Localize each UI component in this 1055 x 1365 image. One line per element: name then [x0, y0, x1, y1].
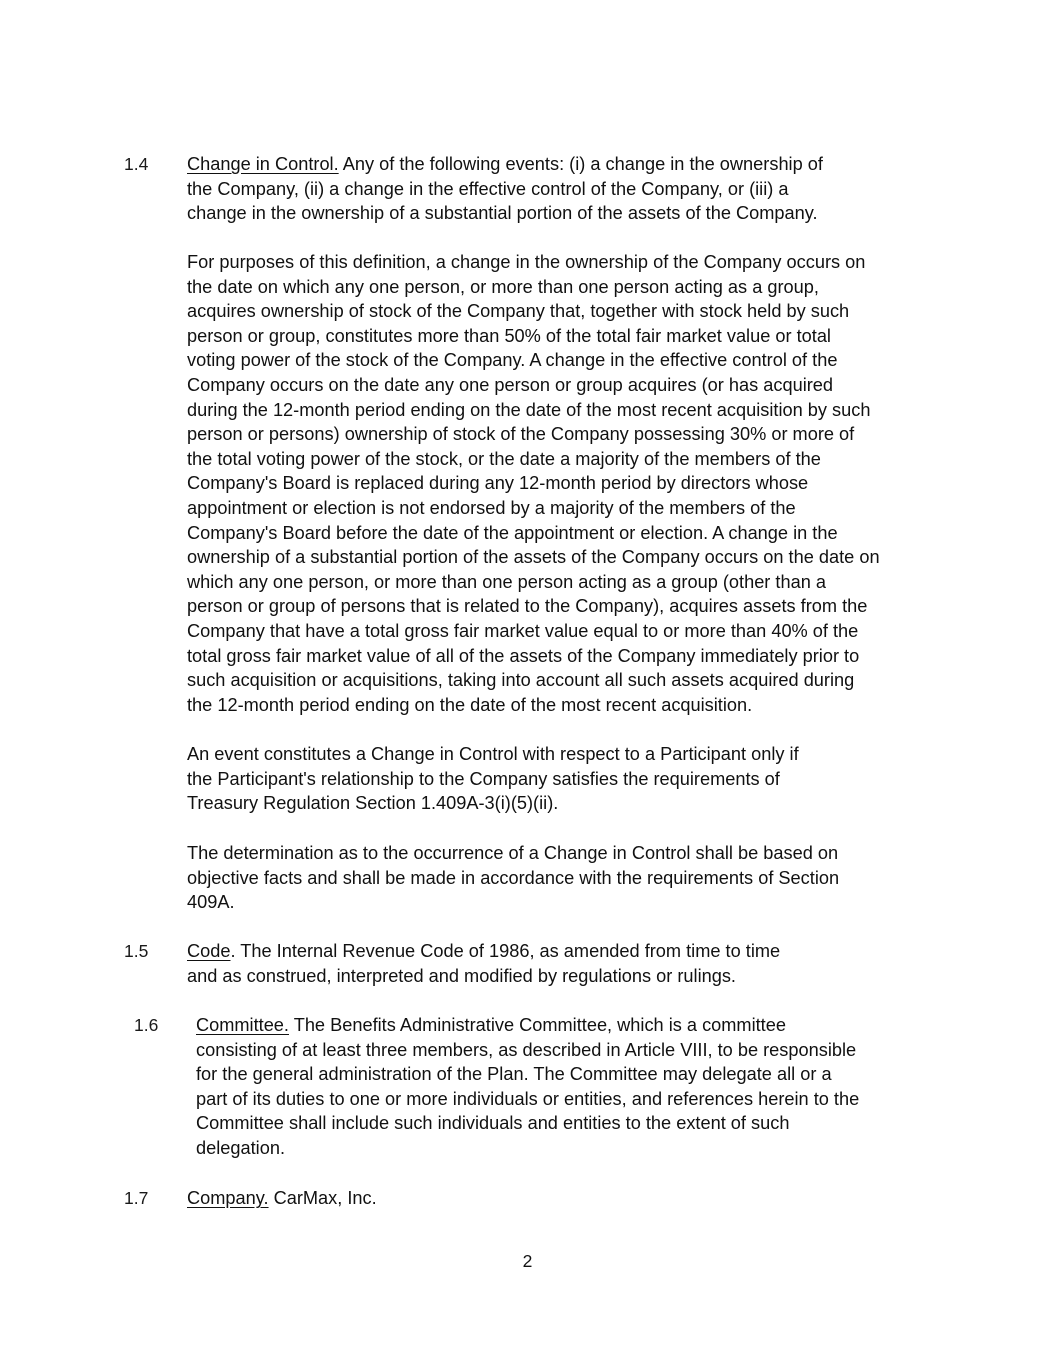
paragraph-line: ownership of a substantial portion of the assets of the Company occurs on the date on: [187, 547, 880, 568]
paragraph-line: the date on which any one person, or more than one person acting as a group,: [187, 276, 819, 297]
section-1-4-line-1: Change in Control. Any of the following events: (i) a change in the ownership of: [187, 154, 823, 174]
paragraph-line: Company's Board is replaced during any 12-month period by directors whose: [187, 473, 809, 494]
paragraph-line: the total voting power of the stock, or the date a majority of the members of the: [187, 448, 821, 469]
section-1-6-line-6: delegation.: [196, 1137, 285, 1158]
paragraph-line: the Participant's relationship to the Company satisfies the requirements of: [187, 768, 780, 789]
paragraph-line: objective facts and shall be made in accordance with the requirements of Section: [187, 867, 840, 888]
section-number-1-7: 1.7: [124, 1188, 149, 1208]
section-1-6-line-5: Committee shall include such individuals and entities to the extent of such: [196, 1113, 790, 1134]
page-number: 2: [522, 1251, 533, 1271]
section-1-7-heading: Company.: [187, 1188, 269, 1208]
section-1-7-definition: [187, 1186, 377, 1211]
paragraph-line: 409A.: [187, 892, 235, 913]
section-1-4-definition: [187, 152, 823, 226]
section-1-6-heading: Committee.: [196, 1015, 289, 1035]
section-number-1-4: 1.4: [124, 154, 149, 174]
section-1-4-heading: Change in Control.: [187, 154, 339, 174]
section-1-5-definition: [187, 939, 780, 988]
section-number-1-6: 1.6: [134, 1015, 159, 1035]
paragraph-line: Company's Board before the date of the appointment or election. A change in the: [187, 522, 838, 543]
section-1-4-paragraph-purposes: [187, 250, 880, 717]
paragraph-line: For purposes of this definition, a change in the ownership of the Company occurs on: [187, 252, 866, 272]
section-1-4-paragraph-participant: [187, 742, 799, 816]
section-1-4-line-2: the Company, (ii) a change in the effective control of the Company, or (iii) a: [187, 178, 789, 199]
section-1-4-paragraph-determination: [187, 841, 839, 915]
section-1-5-line-1: Code. The Internal Revenue Code of 1986, as amended from time to time: [187, 941, 781, 961]
paragraph-line: person or persons) ownership of stock of the Company possessing 30% or more of: [187, 424, 855, 445]
paragraph-line: Treasury Regulation Section 1.409A-3(i)(5)(ii).: [187, 793, 559, 814]
paragraph-line: during the 12-month period ending on the date of the most recent acquisition by such: [187, 399, 871, 420]
section-1-6-definition: [196, 1013, 859, 1161]
paragraph-line: voting power of the stock of the Company. A change in the effective control of the: [187, 350, 838, 371]
paragraph-line: acquires ownership of stock of the Company that, together with stock held by such: [187, 301, 850, 322]
section-1-7-line-1: Company. CarMax, Inc.: [187, 1188, 377, 1208]
section-1-6-line-1: Committee. The Benefits Administrative Committee, which is a committee: [196, 1015, 786, 1035]
section-1-4-line-3: change in the ownership of a substantial portion of the assets of the Company.: [187, 203, 818, 224]
section-1-6-line-4: part of its duties to one or more individuals or entities, and references herein to the: [196, 1088, 860, 1109]
paragraph-line: Company that have a total gross fair market value equal to or more than 40% of the: [187, 620, 859, 641]
section-1-5-heading: Code: [187, 941, 231, 961]
section-1-5-line-2: and as construed, interpreted and modified by regulations or rulings.: [187, 965, 736, 986]
paragraph-line: which any one person, or more than one person acting as a group (other than a: [187, 571, 826, 592]
section-number-1-5: 1.5: [124, 941, 149, 961]
section-1-6-line-2: consisting of at least three members, as described in Article VIII, to be responsible: [196, 1039, 857, 1060]
paragraph-line: total gross fair market value of all of the assets of the Company immediately prior to: [187, 645, 860, 666]
paragraph-line: the 12-month period ending on the date of the most recent acquisition.: [187, 694, 753, 715]
paragraph-line: person or group of persons that is related to the Company), acquires assets from the: [187, 596, 868, 617]
paragraph-line: Company occurs on the date any one person or group acquires (or has acquired: [187, 374, 834, 395]
section-1-6-line-3: for the general administration of the Plan. The Committee may delegate all or a: [196, 1064, 832, 1085]
paragraph-line: appointment or election is not endorsed by a majority of the members of the: [187, 497, 796, 518]
paragraph-line: person or group, constitutes more than 50% of the total fair market value or total: [187, 325, 831, 346]
paragraph-line: The determination as to the occurrence of a Change in Control shall be based on: [187, 843, 839, 863]
paragraph-line: An event constitutes a Change in Control with respect to a Participant only if: [187, 744, 799, 764]
paragraph-line: such acquisition or acquisitions, taking into account all such assets acquired during: [187, 670, 855, 691]
